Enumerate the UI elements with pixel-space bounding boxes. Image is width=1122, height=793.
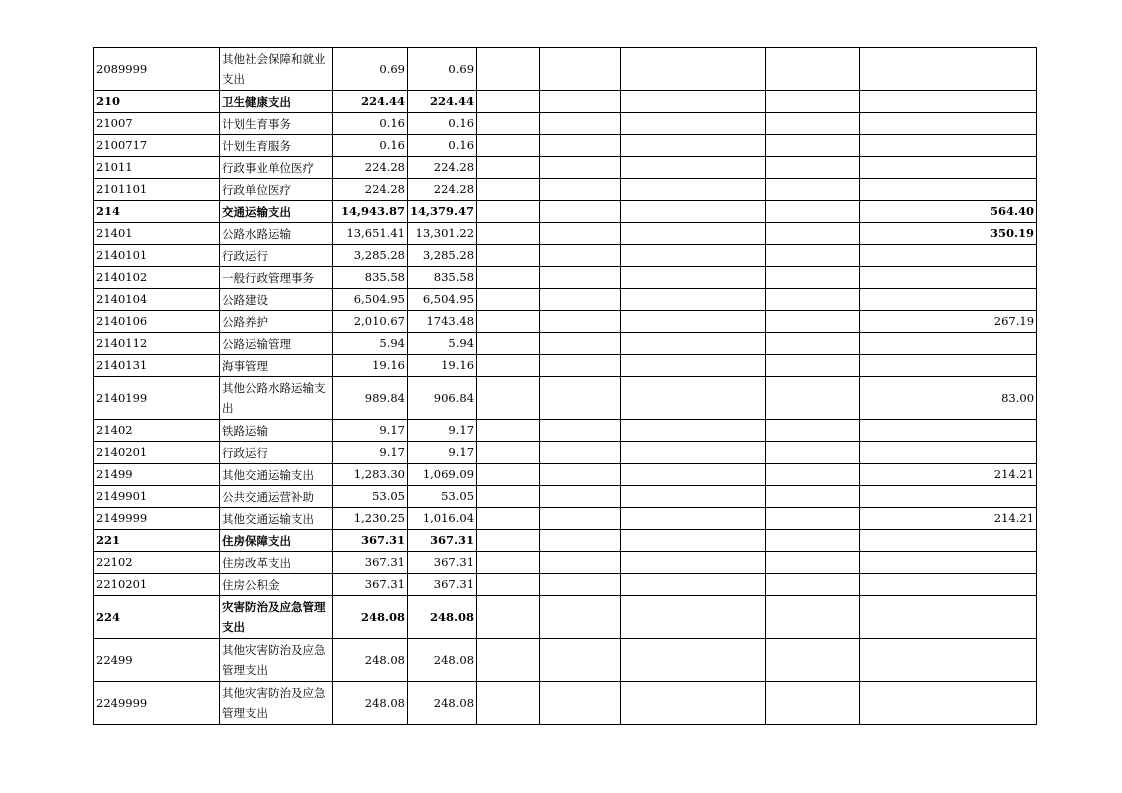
cell-code: 21402 [94,420,220,442]
cell-empty [621,420,766,442]
cell-empty [621,245,766,267]
cell-basic: 248.08 [408,639,477,682]
cell-empty [540,552,621,574]
cell-empty [477,289,540,311]
cell-empty [766,355,860,377]
cell-total: 248.08 [333,682,408,725]
cell-code: 21011 [94,157,220,179]
cell-project [860,179,1037,201]
cell-empty [621,201,766,223]
cell-basic: 906.84 [408,377,477,420]
cell-empty [766,464,860,486]
cell-project [860,267,1037,289]
cell-project [860,552,1037,574]
cell-empty [766,333,860,355]
cell-basic: 367.31 [408,530,477,552]
cell-basic: 248.08 [408,596,477,639]
cell-code: 2249999 [94,682,220,725]
cell-basic: 9.17 [408,442,477,464]
cell-code: 22499 [94,639,220,682]
cell-empty [766,377,860,420]
cell-empty [540,639,621,682]
cell-empty [621,682,766,725]
cell-empty [477,464,540,486]
cell-project: 214.21 [860,508,1037,530]
cell-total: 835.58 [333,267,408,289]
cell-empty [477,179,540,201]
cell-empty [621,486,766,508]
cell-empty [540,420,621,442]
table-body [94,48,1037,725]
cell-empty [621,574,766,596]
cell-empty [621,552,766,574]
cell-empty [540,377,621,420]
cell-code: 2210201 [94,574,220,596]
cell-basic: 224.44 [408,91,477,113]
cell-name: 灾害防治及应急管理支出 [220,596,333,639]
cell-project [860,442,1037,464]
cell-total: 13,651.41 [333,223,408,245]
cell-code: 2140201 [94,442,220,464]
cell-empty [540,48,621,91]
cell-empty [621,91,766,113]
cell-basic: 1,016.04 [408,508,477,530]
table-row [94,377,1037,420]
cell-name: 行政事业单位医疗 [220,157,333,179]
cell-empty [540,596,621,639]
cell-empty [477,486,540,508]
cell-empty [540,113,621,135]
cell-name: 公路运输管理 [220,333,333,355]
cell-project [860,48,1037,91]
cell-basic: 53.05 [408,486,477,508]
cell-code: 2140131 [94,355,220,377]
cell-empty [621,442,766,464]
cell-project [860,355,1037,377]
cell-empty [540,486,621,508]
cell-total: 1,283.30 [333,464,408,486]
table-row [94,201,1037,223]
cell-empty [477,574,540,596]
cell-basic: 6,504.95 [408,289,477,311]
table-row [94,135,1037,157]
cell-total: 248.08 [333,639,408,682]
cell-project [860,486,1037,508]
cell-project [860,113,1037,135]
cell-empty [621,113,766,135]
cell-name: 其他公路水路运输支出 [220,377,333,420]
cell-empty [621,508,766,530]
table-row [94,311,1037,333]
cell-total: 3,285.28 [333,245,408,267]
cell-empty [766,201,860,223]
cell-empty [621,464,766,486]
cell-total: 6,504.95 [333,289,408,311]
table-row [94,574,1037,596]
cell-empty [477,596,540,639]
cell-empty [540,333,621,355]
cell-empty [621,157,766,179]
cell-basic: 5.94 [408,333,477,355]
cell-basic: 9.17 [408,420,477,442]
cell-name: 其他交通运输支出 [220,464,333,486]
cell-empty [477,377,540,420]
cell-name: 海事管理 [220,355,333,377]
cell-code: 21007 [94,113,220,135]
cell-basic: 248.08 [408,682,477,725]
cell-empty [477,552,540,574]
cell-empty [621,377,766,420]
cell-name: 计划生育服务 [220,135,333,157]
cell-empty [540,223,621,245]
cell-total: 0.16 [333,135,408,157]
cell-empty [621,289,766,311]
cell-empty [621,135,766,157]
cell-name: 其他灾害防治及应急管理支出 [220,682,333,725]
cell-empty [477,420,540,442]
cell-project: 267.19 [860,311,1037,333]
cell-name: 行政运行 [220,442,333,464]
cell-total: 9.17 [333,442,408,464]
cell-empty [766,574,860,596]
table-row [94,639,1037,682]
cell-code: 2101101 [94,179,220,201]
cell-name: 住房改革支出 [220,552,333,574]
cell-empty [766,267,860,289]
cell-total: 2,010.67 [333,311,408,333]
table-row [94,289,1037,311]
cell-empty [621,355,766,377]
cell-total: 0.69 [333,48,408,91]
cell-empty [477,113,540,135]
cell-basic: 3,285.28 [408,245,477,267]
cell-empty [477,201,540,223]
cell-name: 铁路运输 [220,420,333,442]
cell-empty [766,530,860,552]
cell-empty [477,333,540,355]
cell-empty [540,179,621,201]
table-row [94,267,1037,289]
cell-name: 公路水路运输 [220,223,333,245]
cell-empty [477,311,540,333]
cell-basic: 19.16 [408,355,477,377]
cell-empty [540,311,621,333]
cell-name: 其他社会保障和就业支出 [220,48,333,91]
cell-empty [766,311,860,333]
cell-name: 一般行政管理事务 [220,267,333,289]
cell-total: 224.44 [333,91,408,113]
cell-basic: 14,379.47 [408,201,477,223]
cell-basic: 224.28 [408,157,477,179]
cell-project [860,574,1037,596]
cell-basic: 1,069.09 [408,464,477,486]
cell-project [860,420,1037,442]
cell-empty [621,179,766,201]
cell-empty [621,48,766,91]
cell-basic: 224.28 [408,179,477,201]
cell-project [860,682,1037,725]
table-row [94,596,1037,639]
cell-empty [540,135,621,157]
cell-code: 2140199 [94,377,220,420]
cell-empty [766,508,860,530]
cell-code: 2140112 [94,333,220,355]
cell-basic: 1743.48 [408,311,477,333]
cell-empty [477,442,540,464]
table-row [94,245,1037,267]
cell-empty [477,267,540,289]
cell-basic: 835.58 [408,267,477,289]
cell-empty [540,267,621,289]
cell-code: 2140104 [94,289,220,311]
cell-empty [766,245,860,267]
cell-name: 卫生健康支出 [220,91,333,113]
table-row [94,486,1037,508]
cell-empty [621,311,766,333]
cell-name: 行政单位医疗 [220,179,333,201]
cell-empty [540,201,621,223]
cell-empty [766,442,860,464]
cell-empty [540,442,621,464]
cell-project: 350.19 [860,223,1037,245]
cell-empty [621,333,766,355]
cell-name: 公路养护 [220,311,333,333]
cell-empty [766,682,860,725]
cell-project [860,245,1037,267]
cell-empty [477,639,540,682]
cell-empty [766,179,860,201]
cell-empty [477,223,540,245]
cell-empty [477,530,540,552]
cell-total: 0.16 [333,113,408,135]
cell-code: 224 [94,596,220,639]
cell-basic: 367.31 [408,574,477,596]
cell-empty [766,113,860,135]
cell-total: 1,230.25 [333,508,408,530]
cell-total: 367.31 [333,552,408,574]
table-row [94,179,1037,201]
cell-code: 21499 [94,464,220,486]
cell-empty [477,355,540,377]
cell-name: 其他灾害防治及应急管理支出 [220,639,333,682]
cell-total: 224.28 [333,179,408,201]
cell-code: 2140101 [94,245,220,267]
cell-empty [766,639,860,682]
cell-empty [766,486,860,508]
cell-empty [477,91,540,113]
cell-basic: 0.69 [408,48,477,91]
cell-code: 22102 [94,552,220,574]
cell-code: 221 [94,530,220,552]
cell-project: 214.21 [860,464,1037,486]
budget-table [93,47,1037,725]
cell-project [860,530,1037,552]
cell-code: 2149901 [94,486,220,508]
cell-project [860,289,1037,311]
cell-basic: 367.31 [408,552,477,574]
cell-empty [766,420,860,442]
cell-project [860,91,1037,113]
cell-total: 367.31 [333,574,408,596]
cell-empty [477,135,540,157]
cell-empty [766,135,860,157]
cell-code: 2149999 [94,508,220,530]
table-row [94,223,1037,245]
cell-empty [540,682,621,725]
cell-basic: 0.16 [408,113,477,135]
cell-empty [621,267,766,289]
cell-project [860,333,1037,355]
table-row [94,333,1037,355]
cell-name: 公路建设 [220,289,333,311]
cell-empty [621,596,766,639]
cell-total: 19.16 [333,355,408,377]
table-row [94,355,1037,377]
table-row [94,530,1037,552]
table-row [94,157,1037,179]
cell-code: 2089999 [94,48,220,91]
table-row [94,91,1037,113]
cell-basic: 0.16 [408,135,477,157]
cell-empty [540,91,621,113]
table-row [94,682,1037,725]
cell-name: 交通运输支出 [220,201,333,223]
table-row [94,442,1037,464]
cell-project [860,596,1037,639]
cell-name: 行政运行 [220,245,333,267]
cell-empty [766,91,860,113]
table-row [94,420,1037,442]
cell-code: 214 [94,201,220,223]
cell-project [860,639,1037,682]
cell-empty [540,355,621,377]
cell-empty [766,157,860,179]
cell-code: 210 [94,91,220,113]
cell-empty [621,639,766,682]
cell-project [860,135,1037,157]
cell-name: 住房保障支出 [220,530,333,552]
table-row [94,113,1037,135]
cell-empty [766,223,860,245]
cell-empty [540,574,621,596]
cell-code: 2140106 [94,311,220,333]
cell-total: 248.08 [333,596,408,639]
cell-name: 计划生育事务 [220,113,333,135]
cell-name: 其他交通运输支出 [220,508,333,530]
cell-total: 9.17 [333,420,408,442]
cell-empty [766,552,860,574]
cell-code: 21401 [94,223,220,245]
cell-name: 住房公积金 [220,574,333,596]
cell-code: 2140102 [94,267,220,289]
cell-empty [477,48,540,91]
cell-basic: 13,301.22 [408,223,477,245]
cell-name: 公共交通运营补助 [220,486,333,508]
table-row [94,464,1037,486]
cell-empty [766,596,860,639]
table-row [94,552,1037,574]
cell-project: 564.40 [860,201,1037,223]
cell-empty [540,508,621,530]
cell-project: 83.00 [860,377,1037,420]
cell-empty [477,508,540,530]
cell-total: 5.94 [333,333,408,355]
cell-empty [540,245,621,267]
cell-empty [477,682,540,725]
cell-total: 367.31 [333,530,408,552]
cell-total: 224.28 [333,157,408,179]
cell-empty [540,464,621,486]
cell-empty [540,289,621,311]
cell-total: 14,943.87 [333,201,408,223]
cell-empty [621,223,766,245]
cell-empty [540,530,621,552]
cell-total: 989.84 [333,377,408,420]
cell-empty [621,530,766,552]
cell-empty [766,48,860,91]
table-row [94,508,1037,530]
cell-empty [540,157,621,179]
cell-code: 2100717 [94,135,220,157]
cell-empty [477,157,540,179]
table-row [94,48,1037,91]
cell-total: 53.05 [333,486,408,508]
cell-empty [766,289,860,311]
cell-empty [477,245,540,267]
cell-project [860,157,1037,179]
